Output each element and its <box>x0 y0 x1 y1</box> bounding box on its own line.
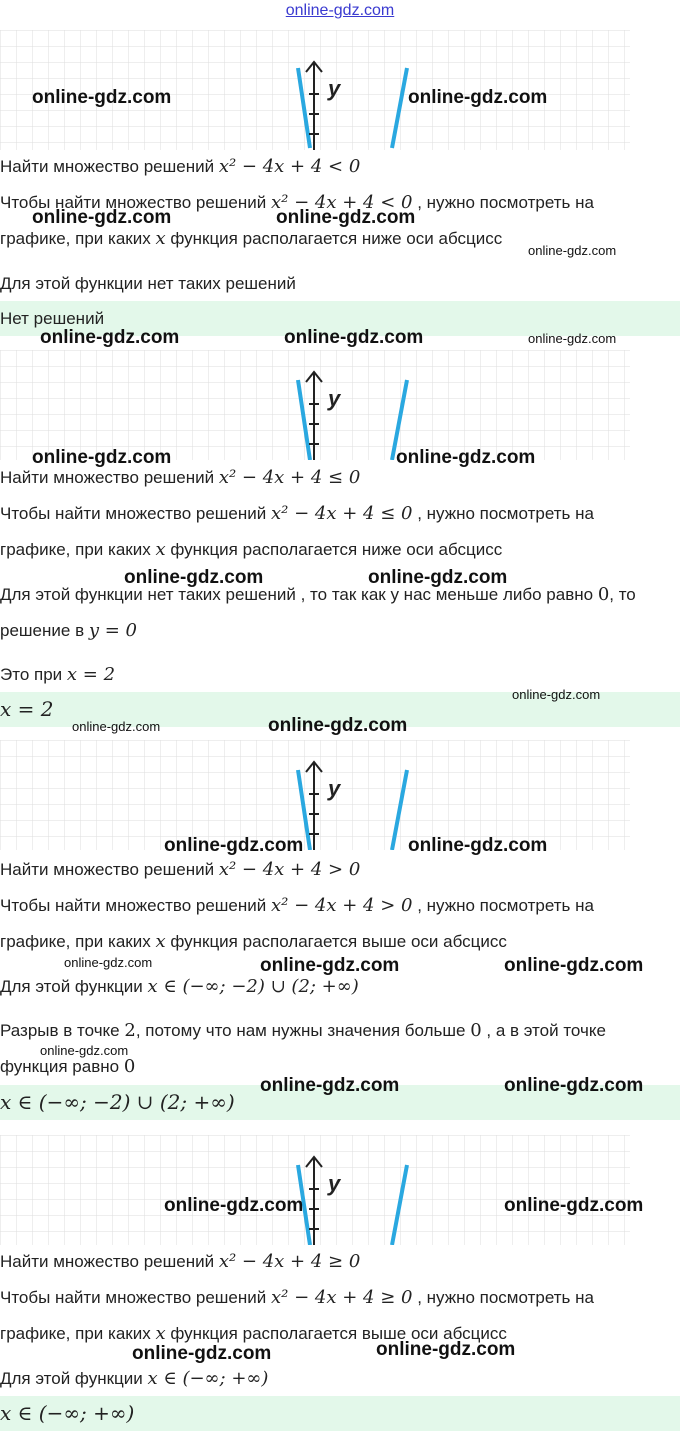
explain-line-2: графике, при каких x функция располагается ниже оси абсцисс <box>0 228 503 249</box>
watermark: online-gdz.com <box>32 447 172 468</box>
result-line: Для этой функции нет таких решений <box>0 274 296 293</box>
y-axis-label: y <box>328 386 341 411</box>
watermark: online-gdz.com <box>32 87 172 108</box>
watermark: online-gdz.com <box>512 687 601 702</box>
explain-line-2: графике, при каких x функция располагается ниже оси абсцисс <box>0 539 503 560</box>
watermark: online-gdz.com <box>528 331 617 346</box>
watermark: online-gdz.com <box>396 447 536 468</box>
watermark: online-gdz.com <box>376 1339 516 1360</box>
watermark: online-gdz.com <box>528 243 617 258</box>
watermark: online-gdz.com <box>260 1075 400 1096</box>
watermark: online-gdz.com <box>64 955 153 970</box>
graph-svg <box>0 350 630 460</box>
result-line: Для этой функции x ∈ (−∞; −2) ∪ (2; +∞) <box>0 976 359 997</box>
watermark: online-gdz.com <box>408 835 548 856</box>
answer-box: x = 2 <box>0 692 680 727</box>
y-axis-label: y <box>328 1171 341 1196</box>
parabola-graph <box>0 740 630 850</box>
explain-line-2: графике, при каких x функция располагается выше оси абсцисс <box>0 931 507 952</box>
explain-line: Чтобы найти множество решений x² − 4x + 4 > 0 , нужно посмотреть на <box>0 895 594 916</box>
parabola-graph <box>0 1135 630 1245</box>
task-line: Найти множество решений x² − 4x + 4 ≥ 0 <box>0 1251 361 1272</box>
explain-line: Чтобы найти множество решений x² − 4x + 4 < 0 , нужно посмотреть на <box>0 192 594 213</box>
gap-line: Разрыв в точке 2, потому что нам нужны значения больше 0 , а в этой точке <box>0 1020 606 1041</box>
answer-box: x ∈ (−∞; −2) ∪ (2; +∞) <box>0 1085 680 1120</box>
y-axis-label: y <box>328 76 341 101</box>
watermark: online-gdz.com <box>504 1195 644 1216</box>
watermark: online-gdz.com <box>276 207 416 228</box>
watermark: online-gdz.com <box>504 955 644 976</box>
task-line: Найти множество решений x² − 4x + 4 ≤ 0 <box>0 467 361 488</box>
watermark: online-gdz.com <box>32 207 172 228</box>
result-line: Для этой функции нет таких решений , то так как у нас меньше либо равно 0, то <box>0 584 636 605</box>
watermark: online-gdz.com <box>40 1043 129 1058</box>
watermark: online-gdz.com <box>284 327 424 348</box>
gap-line-2: функция равно 0 <box>0 1056 136 1077</box>
explain-line-2: графике, при каких x функция располагается выше оси абсцисс <box>0 1323 507 1344</box>
watermark: online-gdz.com <box>124 567 264 588</box>
this-line: Это при x = 2 <box>0 664 116 685</box>
watermark: online-gdz.com <box>164 835 304 856</box>
watermark: online-gdz.com <box>504 1075 644 1096</box>
watermark: online-gdz.com <box>260 955 400 976</box>
watermark: online-gdz.com <box>368 567 508 588</box>
y-axis-label: y <box>328 776 341 801</box>
result-line: Для этой функции x ∈ (−∞; +∞) <box>0 1368 269 1389</box>
graph-svg <box>0 1135 630 1245</box>
answer-box: Нет решений <box>0 301 680 336</box>
watermark: online-gdz.com <box>268 715 408 736</box>
watermark: online-gdz.com <box>408 87 548 108</box>
parabola-graph <box>0 350 630 460</box>
explain-line: Чтобы найти множество решений x² − 4x + 4 ≥ 0 , нужно посмотреть на <box>0 1287 594 1308</box>
result-line-2: решение в y = 0 <box>0 620 137 641</box>
graph-svg <box>0 740 630 850</box>
watermark: online-gdz.com <box>132 1343 272 1364</box>
task-line: Найти множество решений x² − 4x + 4 < 0 <box>0 156 361 177</box>
inequality: x² − 4x + 4 < 0 <box>218 156 361 177</box>
task-line: Найти множество решений x² − 4x + 4 > 0 <box>0 859 361 880</box>
watermark: online-gdz.com <box>164 1195 304 1216</box>
answer-box: x ∈ (−∞; +∞) <box>0 1396 680 1431</box>
watermark: online-gdz.com <box>40 327 180 348</box>
watermark: online-gdz.com <box>72 719 161 734</box>
explain-line: Чтобы найти множество решений x² − 4x + 4 ≤ 0 , нужно посмотреть на <box>0 503 594 524</box>
site-header-link[interactable]: online-gdz.com <box>285 2 395 19</box>
